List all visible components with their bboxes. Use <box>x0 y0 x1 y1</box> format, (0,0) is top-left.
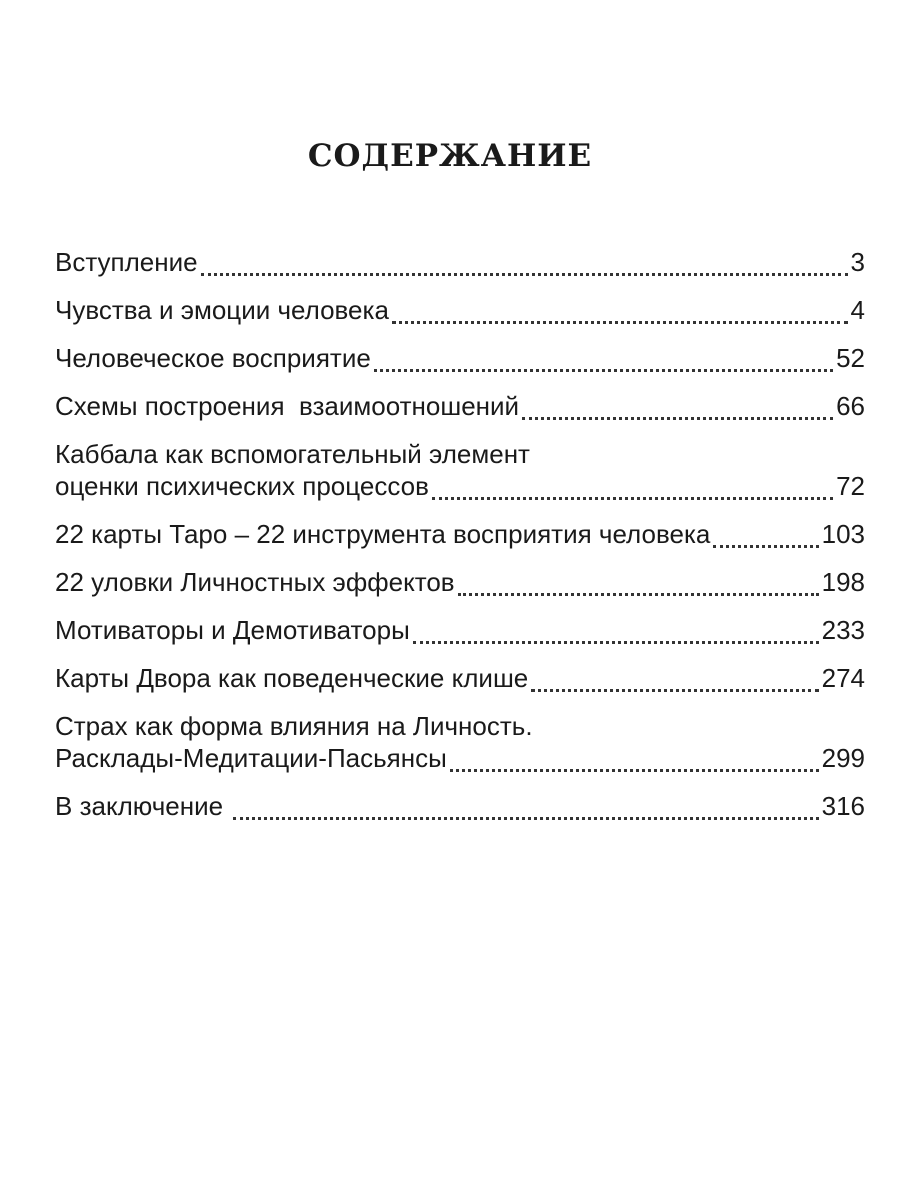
dot-leader <box>201 273 848 276</box>
page-title: СОДЕРЖАНИЕ <box>307 138 593 174</box>
toc-line <box>55 662 865 694</box>
toc-entry <box>55 246 865 278</box>
toc-line <box>55 790 865 822</box>
toc-entry <box>55 662 865 694</box>
toc-entry-title-line1: Каббала как вспомогательный элемент <box>55 439 530 469</box>
toc-line <box>55 566 865 598</box>
toc-page-number: 233 <box>821 615 865 645</box>
toc-entry-title: Расклады-Медитации-Пасьянсы <box>55 743 447 773</box>
toc-line <box>55 246 865 278</box>
toc-entry-title: В заключение <box>55 791 231 821</box>
toc-line <box>55 390 865 422</box>
toc-entry <box>55 342 865 374</box>
toc-line <box>55 294 865 326</box>
toc-entry-title: Человеческое восприятие <box>55 343 371 373</box>
dot-leader <box>713 545 818 548</box>
toc-entry <box>55 438 865 502</box>
toc-line <box>55 614 865 646</box>
toc-entry-title: Вступление <box>55 247 198 277</box>
toc-page-number: 4 <box>850 295 865 325</box>
toc-page-number: 3 <box>850 247 865 277</box>
toc-line <box>55 470 865 502</box>
toc-entry-title: оценки психических процессов <box>55 471 429 501</box>
toc-entry-title: 22 карты Таро – 22 инструмента восприятия человека <box>55 519 711 549</box>
dot-leader <box>413 641 819 644</box>
dot-leader <box>432 497 833 500</box>
toc-line <box>55 518 865 550</box>
toc-entry <box>55 390 865 422</box>
dot-leader <box>233 817 818 820</box>
dot-leader <box>522 417 833 420</box>
dot-leader <box>450 769 819 772</box>
toc-entry <box>55 294 865 326</box>
toc-entry <box>55 566 865 598</box>
toc-entry-title: Карты Двора как поведенческие клише <box>55 663 529 693</box>
toc-entry <box>55 614 865 646</box>
toc-entry <box>55 790 865 822</box>
toc-entry <box>55 710 865 774</box>
toc-page-number: 66 <box>836 391 865 421</box>
toc-entry-title: 22 уловки Личностных эффектов <box>55 567 455 597</box>
toc-line <box>55 742 865 774</box>
toc-page-number: 274 <box>821 663 865 693</box>
toc-page-number: 52 <box>836 343 865 373</box>
toc-page-number: 299 <box>821 743 865 773</box>
toc-page-number: 103 <box>821 519 865 549</box>
dot-leader <box>458 593 819 596</box>
dot-leader <box>392 321 848 324</box>
toc-entry <box>55 518 865 550</box>
table-of-contents <box>55 246 865 838</box>
toc-line <box>55 342 865 374</box>
toc-entry-title-line1: Страх как форма влияния на Личность. <box>55 711 533 741</box>
toc-entry-title: Чувства и эмоции человека <box>55 295 389 325</box>
toc-page-number: 72 <box>836 471 865 501</box>
toc-entry-title: Мотиваторы и Демотиваторы <box>55 615 410 645</box>
toc-entry-title: Схемы построения взаимоотношений <box>55 391 520 421</box>
dot-leader <box>374 369 833 372</box>
toc-page-number: 316 <box>821 791 865 821</box>
toc-page-number: 198 <box>821 567 865 597</box>
dot-leader <box>531 689 818 692</box>
